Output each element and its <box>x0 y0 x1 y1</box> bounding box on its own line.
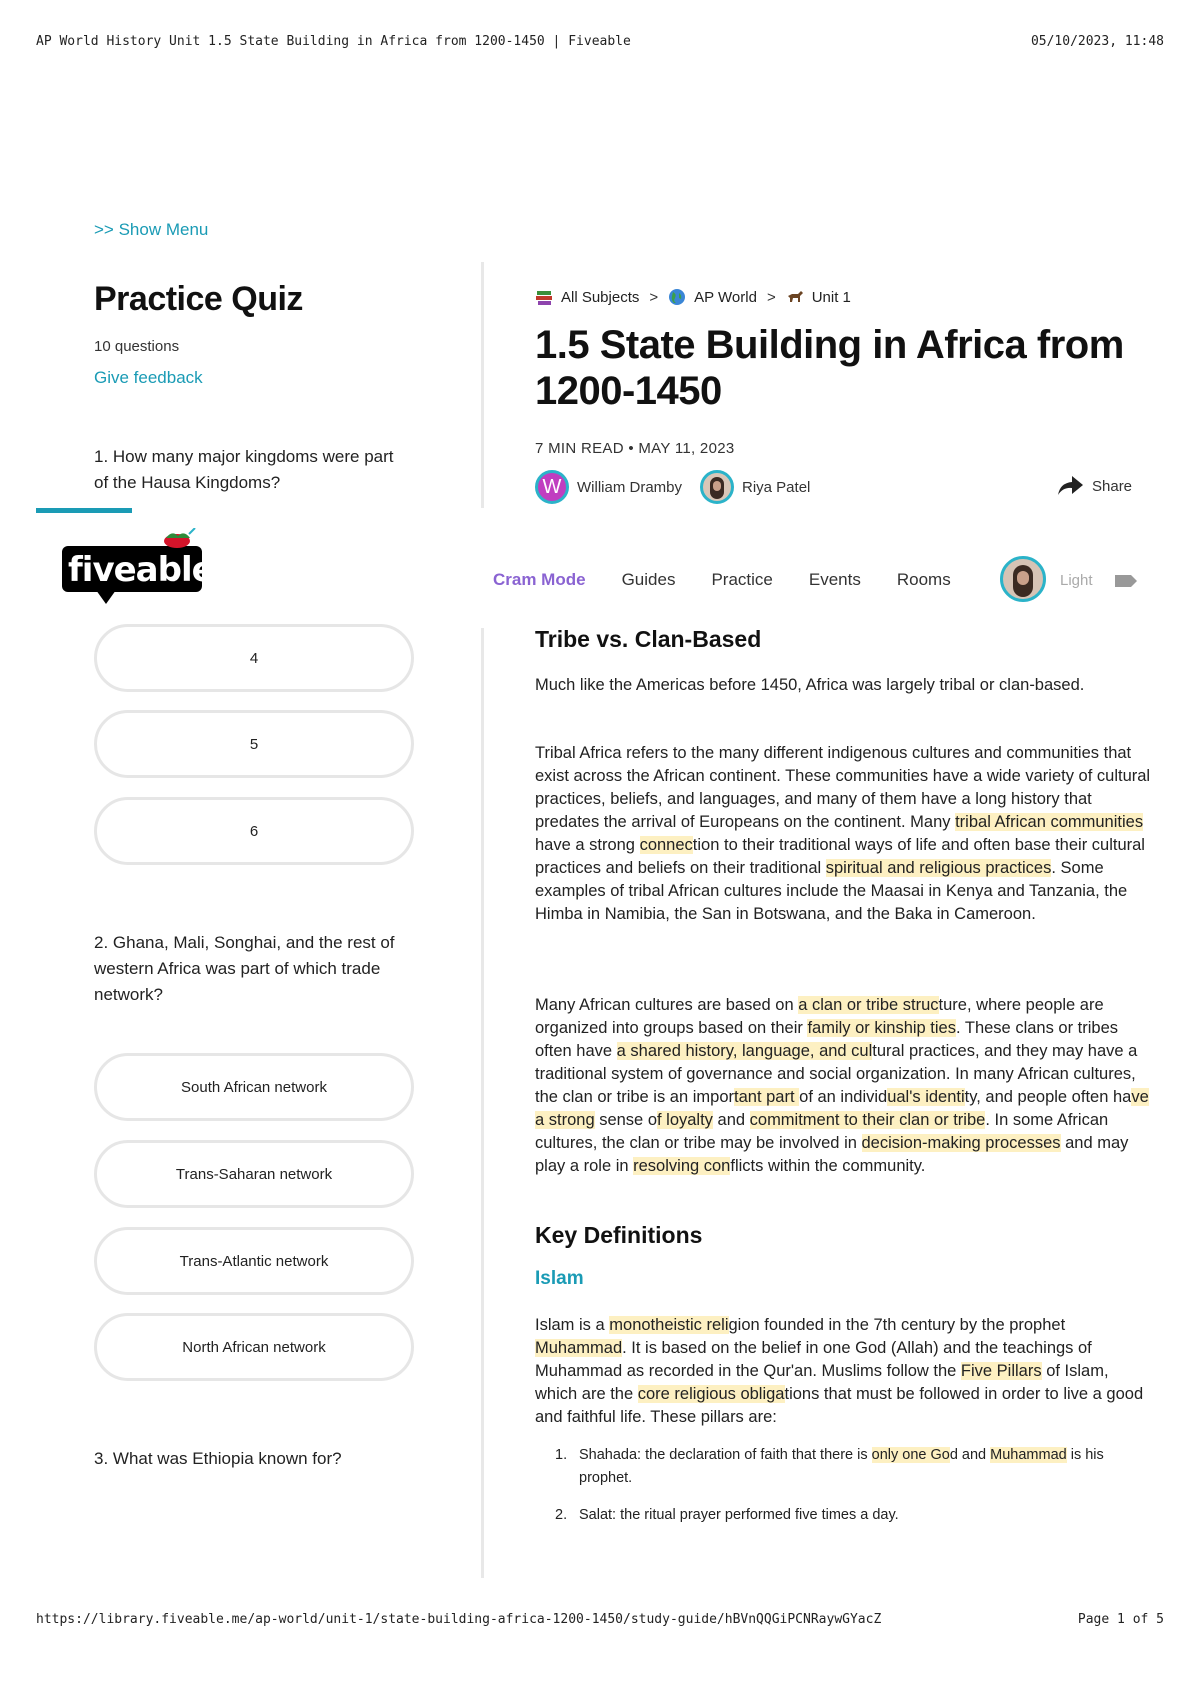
highlight: tribal African communities <box>955 813 1144 831</box>
highlight: connec <box>639 836 693 854</box>
breadcrumb-ap-world[interactable] <box>668 288 757 306</box>
breadcrumb-all-subjects[interactable] <box>535 288 639 306</box>
share-button[interactable] <box>1056 474 1132 498</box>
nav-practice[interactable]: Practice <box>711 570 773 589</box>
highlight: Five Pillars <box>960 1362 1042 1380</box>
print-page-number: Page 1 of 5 <box>1077 1612 1164 1627</box>
quiz-option[interactable]: North African network <box>94 1313 414 1381</box>
highlight: ual's identi <box>887 1088 965 1106</box>
column-divider <box>481 262 484 508</box>
quiz-question-3: 3. What was Ethiopia known for? <box>94 1449 342 1468</box>
practice-quiz-panel <box>94 280 414 387</box>
nav-guides[interactable]: Guides <box>621 570 676 589</box>
section-heading-tribe: Tribe vs. Clan-Based <box>535 626 762 652</box>
quiz-question-count: 10 questions <box>94 338 180 355</box>
breadcrumb-unit-1[interactable] <box>786 288 851 306</box>
text: tural practices, and they may have a traditional system of governance and social organization. In many African cultures, the clan or tribe is an impor <box>535 1042 1138 1106</box>
give-feedback-link[interactable]: Give feedback <box>94 368 203 387</box>
breadcrumb-separator: > <box>766 288 776 306</box>
print-header <box>36 34 1164 54</box>
text: Shahada: the declaration of faith that there is <box>579 1447 872 1463</box>
logo-tail <box>96 590 116 604</box>
paragraph <box>535 994 1155 1178</box>
article-title: 1.5 State Building in Africa from 1200-1450 <box>535 323 1124 413</box>
text: . These clans or tribes often have <box>535 1019 1119 1060</box>
text: . In some African cultures, the clan or tribe may be involved in <box>535 1111 1109 1152</box>
horse-icon <box>786 288 804 306</box>
list-item <box>555 1444 1145 1490</box>
list-text <box>579 1444 1145 1490</box>
breadcrumb-label: All Subjects <box>561 288 640 306</box>
quiz-option[interactable]: 6 <box>94 797 414 865</box>
highlight: Muhammad <box>990 1447 1067 1463</box>
author-name: Riya Patel <box>742 478 811 496</box>
column-divider <box>481 628 484 1578</box>
text: . It is based on the belief in one God (Allah) and the teachings of Muhammad as recorded in the Qur'an. Muslims follow the <box>535 1339 1092 1380</box>
five-pillars-list <box>555 1444 1145 1541</box>
share-label: Share <box>1092 477 1133 495</box>
text: ty, and people often ha <box>964 1088 1132 1106</box>
quiz-question-1: 1. How many major kingdoms were part of the Hausa Kingdoms? <box>94 447 394 492</box>
text: flicts within the community. <box>730 1157 926 1175</box>
highlight: Muhammad <box>535 1339 623 1357</box>
breadcrumb <box>535 288 851 306</box>
share-icon <box>1056 474 1084 498</box>
article-meta: 7 MIN READ • MAY 11, 2023 <box>535 440 735 457</box>
highlight: spiritual and religious practices <box>825 859 1052 877</box>
globe-icon <box>668 288 686 306</box>
quiz-question-2: 2. Ghana, Mali, Songhai, and the rest of western Africa was part of which trade network? <box>94 933 395 1004</box>
highlight: family or kinship ties <box>807 1019 956 1037</box>
authors <box>535 470 828 504</box>
text: gion founded in the 7th century by the prophet <box>728 1316 1066 1334</box>
avatar: W <box>535 470 569 504</box>
text: sense o <box>594 1111 657 1129</box>
text: is his prophet. <box>579 1447 1104 1486</box>
text: tion to their traditional ways of life and often base their cultural practices and beliefs on their traditional <box>535 836 1145 877</box>
highlight: commitment to their clan or tribe <box>749 1111 986 1129</box>
quiz-option[interactable]: South African network <box>94 1053 414 1121</box>
print-page-title: AP World History Unit 1.5 State Building in Africa from 1200-1450 | Fiveable <box>36 34 631 49</box>
highlight: a clan or tribe struc <box>798 996 939 1014</box>
quiz-title: Practice Quiz <box>94 280 303 318</box>
text: have a strong <box>535 836 640 854</box>
highlight: resolving con <box>633 1157 731 1175</box>
show-menu-link[interactable]: >> Show Menu <box>94 220 209 239</box>
paragraph <box>535 742 1155 926</box>
fiveable-logo[interactable] <box>62 524 214 608</box>
theme-label: Light <box>1060 572 1093 589</box>
books-icon <box>535 288 553 306</box>
graduation-cap-icon <box>162 528 196 550</box>
author-william-dramby[interactable] <box>535 470 682 504</box>
text: tions that must be followed in order to live a good and faithful life. These pillars are: <box>535 1385 1144 1426</box>
text: Islam is a <box>535 1316 610 1334</box>
nav-events[interactable]: Events <box>808 570 861 589</box>
highlight: a shared history, language, and cul <box>616 1042 873 1060</box>
nav-cram-mode[interactable]: Cram Mode <box>493 570 586 589</box>
list-text: Salat: the ritual prayer performed five times a day. <box>579 1507 899 1523</box>
logo-text: fiveable <box>68 550 214 590</box>
nav-rooms[interactable]: Rooms <box>896 570 951 589</box>
main-nav <box>493 570 987 590</box>
text: and may play a role in <box>535 1134 1129 1175</box>
highlight: decision-making processes <box>861 1134 1061 1152</box>
print-footer <box>36 1612 1164 1632</box>
avatar <box>700 470 734 504</box>
section-heading-key-definitions: Key Definitions <box>535 1222 703 1248</box>
breadcrumb-separator: > <box>649 288 659 306</box>
theme-toggle-icon[interactable] <box>1114 574 1138 588</box>
highlight: f loyalty <box>657 1111 713 1129</box>
list-number: 2. <box>555 1507 568 1523</box>
text: Many African cultures are based on <box>535 996 799 1014</box>
breadcrumb-label: AP World <box>694 288 757 306</box>
highlight: ve a strong <box>535 1088 1149 1129</box>
highlight: monotheistic reli <box>609 1316 729 1334</box>
highlight: only one Go <box>871 1447 950 1463</box>
text: and <box>712 1111 750 1129</box>
quiz-option[interactable]: 5 <box>94 710 414 778</box>
print-url: https://library.fiveable.me/ap-world/unit-1/state-building-africa-1200-1450/study-guide/hBVnQQGiPCNRaywGYacZ <box>36 1612 882 1627</box>
quiz-option[interactable]: Trans-Atlantic network <box>94 1227 414 1295</box>
quiz-option[interactable]: 4 <box>94 624 414 692</box>
text: . Some examples of tribal African cultures include the Maasai in Kenya and Tanzania, the Himba in Namibia, the San in Botswana, and the Baka in Cameroon. <box>535 859 1128 923</box>
text: of Islam, which are the <box>535 1362 1109 1403</box>
text: d and <box>949 1447 991 1463</box>
quiz-progress-bar <box>36 508 132 513</box>
highlight: core religious obliga <box>637 1385 785 1403</box>
print-date: 05/10/2023, 11:48 <box>1030 34 1164 49</box>
text: Tribal Africa refers to the many different indigenous cultures and communities that exist across the African continent. These communities have a wide variety of cultural practices, beliefs, and languages, and many of them have a long history that predates the arrival of Europeans on the continent. Many <box>535 744 1151 831</box>
text: ture, where people are organized into groups based on their <box>535 996 1104 1037</box>
paragraph <box>535 1314 1155 1429</box>
quiz-option[interactable]: Trans-Saharan network <box>94 1140 414 1208</box>
paragraph: Much like the Americas before 1450, Africa was largely tribal or clan-based. <box>535 676 1085 694</box>
list-item <box>555 1504 1145 1527</box>
subheading-islam: Islam <box>535 1268 584 1289</box>
user-avatar[interactable] <box>1000 556 1046 602</box>
highlight: tant part <box>734 1088 800 1106</box>
breadcrumb-label: Unit 1 <box>811 288 851 306</box>
author-name: William Dramby <box>577 478 682 496</box>
author-riya-patel[interactable] <box>700 470 810 504</box>
text: of an individ <box>799 1088 888 1106</box>
list-number: 1. <box>555 1447 568 1463</box>
